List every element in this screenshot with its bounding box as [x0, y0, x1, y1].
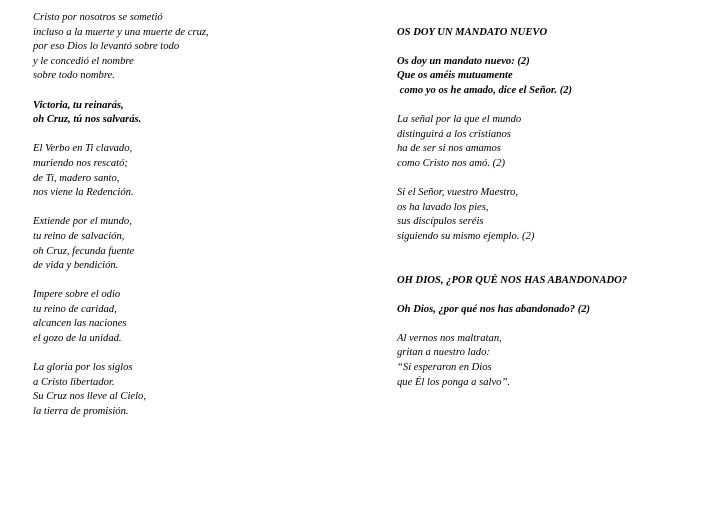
lyric-line: sus discípulos seréis: [397, 216, 484, 228]
left-column: [33, 11, 363, 434]
stanza: [33, 11, 363, 84]
lyric-line: nos viene la Redención.: [33, 187, 134, 199]
lyric-line: ha de ser si nos amamos: [397, 143, 501, 155]
stanza: [33, 361, 363, 419]
lyric-line: incluso a la muerte y una muerte de cruz,: [33, 26, 209, 38]
song-title: OS DOY UN MANDATO NUEVO: [397, 26, 548, 38]
stanza: [397, 113, 717, 171]
lyric-line: Que os améis mutuamente: [397, 70, 513, 82]
lyric-line: Su Cruz nos lleve al Cielo,: [33, 391, 146, 403]
lyric-line: oh Cruz, fecunda fuente: [33, 245, 135, 257]
song-body: [397, 55, 717, 245]
lyric-line: a Cristo libertador.: [33, 376, 115, 388]
lyric-line: Si el Señor, vuestro Maestro,: [397, 187, 519, 199]
lyric-line: de vida y bendición.: [33, 260, 119, 272]
lyric-line: Impere sobre el odio: [33, 289, 121, 301]
lyric-line: siguiendo su mismo ejemplo. (2): [397, 230, 535, 242]
stanza: [397, 332, 717, 390]
lyric-line: por eso Dios lo levantó sobre todo: [33, 41, 180, 53]
lyric-line: Oh Dios, ¿por qué nos has abandonado? (2): [397, 303, 591, 315]
lyric-line: el gozo de la unidad.: [33, 333, 122, 345]
lyric-line: Victoria, tu reinarás,: [33, 99, 124, 111]
stanza: [33, 142, 363, 200]
lyric-line: de Ti, madero santo,: [33, 172, 120, 184]
lyric-line: os ha lavado los pies,: [397, 201, 489, 213]
lyric-line: como Cristo nos amó. (2): [397, 157, 505, 169]
lyric-line: Os doy un mandato nuevo: (2): [397, 55, 530, 67]
lyric-line: muriendo nos rescató;: [33, 157, 128, 169]
stanza: [33, 288, 363, 346]
stanza: [397, 186, 717, 244]
lyric-line: Extiende por el mundo,: [33, 216, 132, 228]
lyric-line: “Si esperaron en Dios: [397, 362, 492, 374]
refrain-stanza: [397, 303, 717, 318]
lyric-line: oh Cruz, tú nos salvarás.: [33, 114, 142, 126]
lyric-line: tu reino de caridad,: [33, 303, 117, 315]
refrain-stanza: [33, 99, 363, 128]
lyric-line: gritan a nuestro lado:: [397, 347, 490, 359]
lyric-line: El Verbo en Ti clavado,: [33, 143, 133, 155]
right-column: [397, 11, 717, 405]
lyric-line: tu reino de salvación,: [33, 230, 125, 242]
lyric-line: alcancen las naciones: [33, 318, 127, 330]
lyric-line: que Él los ponga a salvo”.: [397, 376, 510, 388]
refrain-stanza: [397, 55, 717, 99]
lyric-line: La señal por la que el mundo: [397, 114, 522, 126]
lyric-line: Al vernos nos maltratan,: [397, 332, 502, 344]
lyric-line: sobre todo nombre.: [33, 70, 115, 82]
lyric-line: como yo os he amado, dice el Señor. (2): [397, 84, 573, 96]
song-body: [397, 303, 717, 391]
lyric-line: distinguirá a los cristianos: [397, 128, 511, 140]
lyric-line: La gloria por los siglos: [33, 362, 133, 374]
lyric-line: y le concedió el nombre: [33, 55, 134, 67]
lyric-line: Cristo por nosotros se sometió: [33, 12, 163, 23]
stanza: [33, 215, 363, 273]
song-title: OH DIOS, ¿POR QUÉ NOS HAS ABANDONADO?: [397, 274, 628, 286]
lyric-line: la tierra de promisión.: [33, 406, 129, 418]
